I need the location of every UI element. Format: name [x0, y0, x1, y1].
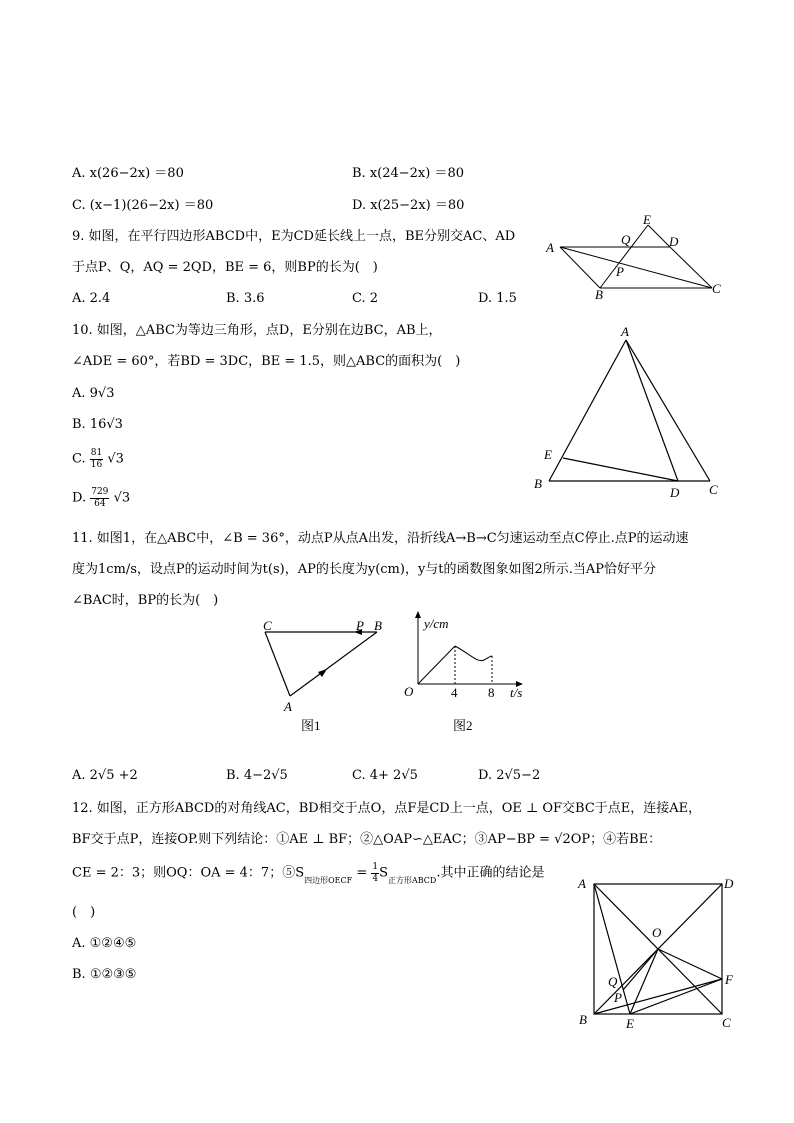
- q12-equals: =: [352, 865, 372, 881]
- q11-fig2-caption: 图2: [453, 718, 473, 733]
- q10-option-c-prefix: C.: [72, 451, 86, 467]
- q12-label-f: F: [725, 972, 733, 987]
- q11-figure1-triangle: [255, 612, 395, 737]
- q12-fraction: [371, 862, 379, 885]
- q12-label-p: P: [614, 990, 622, 1005]
- q12-stem-line2: BF交于点P，连接OP.则下列结论：①AE ⊥ BF；②△OAP∽△EAC；③AP−BP = √2OP；④若BE：: [72, 832, 662, 847]
- q9-label-p: P: [616, 264, 624, 279]
- q9-label-e: E: [643, 212, 651, 227]
- q9-option-a: A. 2.4: [72, 291, 111, 306]
- q11-graph-linear-segment: [418, 646, 455, 684]
- q9-label-a: A: [546, 240, 554, 255]
- q11-fig1-label-p: P: [356, 618, 364, 633]
- q9-stem-line2: 于点P、Q，AQ = 2QD，BE = 6，则BP的长为( ): [72, 260, 378, 275]
- q9-extension-de: [648, 225, 670, 247]
- q12-line3-start: CE = 2：3；则OQ：OA = 4：7；⑤S: [72, 865, 305, 881]
- q12-fraction-denominator: 4: [372, 874, 379, 884]
- q9-label-b: B: [595, 287, 603, 302]
- q10-option-d: [72, 487, 130, 515]
- q12-line3-end: .其中正确的结论是: [436, 865, 545, 881]
- q12-label-o: O: [652, 925, 662, 940]
- q12-option-b: B. ①②③⑤: [72, 967, 137, 982]
- q11-graph-y-arrow: [415, 611, 421, 618]
- q10-option-a: A. 9√3: [72, 386, 115, 401]
- q10-option-b: B. 16√3: [72, 417, 123, 432]
- q12-segment-oe: [630, 949, 658, 1014]
- q10-stem-line1: 10. 如图，△ABC为等边三角形，点D，E分别在边BC，AB上，: [72, 323, 442, 338]
- q10-option-d-fraction: [90, 487, 109, 510]
- q10-label-b: B: [534, 476, 542, 491]
- q8-option-b: B. x(24−2x) ＝80: [352, 166, 465, 181]
- q8-option-d: D. x(25−2x) ＝80: [352, 198, 465, 213]
- q11-option-a: A. 2√5 +2: [72, 768, 138, 783]
- q12-label-d: D: [724, 876, 734, 891]
- q10-option-d-numerator: 729: [91, 487, 109, 497]
- q12-label-b: B: [579, 1012, 587, 1027]
- q10-option-c-root: √3: [107, 451, 124, 467]
- q11-direction-arrow-ab: [318, 669, 327, 677]
- q12-segment-op: [623, 949, 658, 990]
- q11-graph-xlabel: t/s: [510, 685, 523, 700]
- q11-graph-curve-segment: [455, 646, 492, 661]
- q10-option-c: [72, 448, 124, 476]
- q11-fig1-label-c: C: [263, 618, 272, 633]
- q12-segment-of: [658, 949, 722, 979]
- q11-graph-origin: O: [404, 684, 414, 699]
- q11-graph-tick-8: 8: [488, 685, 495, 700]
- q9-parallelogram-figure: [540, 210, 730, 305]
- q10-option-d-denominator: 64: [94, 499, 106, 509]
- q10-option-d-prefix: D.: [72, 490, 87, 506]
- q11-fig1-caption: 图1: [301, 718, 321, 733]
- q12-label-e: E: [626, 1016, 634, 1031]
- q11-option-d: D. 2√5−2: [478, 768, 541, 783]
- q11-graph-tick-4: 4: [451, 685, 458, 700]
- q12-square-figure: [570, 870, 745, 1040]
- q10-option-d-root: √3: [113, 490, 131, 506]
- q12-segment-ae: [594, 884, 630, 1014]
- q10-label-e: E: [544, 447, 552, 462]
- q12-subscript-square: 正方形ABCD: [388, 876, 437, 885]
- q12-answer-bracket: ( ): [72, 905, 96, 920]
- q9-option-b: B. 3.6: [226, 291, 265, 306]
- q9-label-d: D: [669, 234, 679, 249]
- q11-side-ca: [265, 632, 290, 696]
- q12-label-c: C: [722, 1015, 731, 1030]
- q12-label-a: A: [578, 876, 586, 891]
- q9-diagonal-ac: [560, 247, 712, 288]
- q10-label-c: C: [709, 482, 718, 497]
- q9-option-c: C. 2: [352, 291, 379, 306]
- q10-triangle-figure: [528, 320, 728, 505]
- q11-stem-line2: 度为1cm/s，设点P的运动时间为t(s)，AP的长度为y(cm)，y与t的函数图象如图2所示.当AP恰好平分: [72, 562, 657, 577]
- q12-segment-ef: [630, 979, 722, 1014]
- q10-label-d: D: [670, 485, 680, 500]
- q11-fig1-label-a: A: [284, 699, 292, 714]
- q9-option-d: D. 1.5: [478, 291, 517, 306]
- q9-side-ab: [560, 247, 600, 288]
- q12-subscript-quad: 四边形OECF: [304, 876, 353, 885]
- q10-option-c-numerator: 81: [90, 448, 103, 458]
- q10-option-c-denominator: 16: [90, 460, 103, 470]
- q11-figure2-graph: [400, 608, 540, 738]
- q12-stem-line1: 12. 如图，正方形ABCD的对角线AC，BD相交于点O，点F是CD上一点，OE ⊥ OF交BC于点E，连接AE，: [72, 801, 702, 816]
- q10-label-a: A: [621, 324, 629, 339]
- q9-stem-line1: 9. 如图，在平行四边形ABCD中，E为CD延长线上一点，BE分别交AC、AD: [72, 229, 516, 244]
- q11-stem-line3: ∠BAC时，BP的长为( ): [72, 593, 219, 608]
- q12-label-q: Q: [608, 974, 618, 989]
- q8-option-c: C. (x−1)(26−2x) ＝80: [72, 198, 214, 213]
- q8-option-a: A. x(26−2x) ＝80: [72, 166, 184, 181]
- q11-graph-ylabel: y/cm: [424, 616, 449, 631]
- q11-option-b: B. 4−2√5: [226, 768, 288, 783]
- q10-side-ab: [549, 340, 626, 481]
- q12-s-symbol: S: [379, 865, 388, 881]
- q10-option-c-fraction: [90, 448, 103, 471]
- q12-stem-line3: [72, 862, 544, 888]
- q11-stem-line1: 11. 如图1，在△ABC中，∠B = 36°，动点P从点A出发，沿折线A→B→C匀速运动至点C停止.点P的运动速: [72, 531, 689, 546]
- q11-fig1-label-b: B: [374, 618, 382, 633]
- q10-side-ac: [626, 340, 710, 481]
- q9-label-q: Q: [621, 232, 631, 247]
- q10-stem-line2: ∠ADE = 60°，若BD = 3DC，BE = 1.5，则△ABC的面积为( ): [72, 354, 461, 369]
- q10-segment-de: [563, 458, 678, 481]
- q11-side-ab: [290, 632, 377, 696]
- q12-fraction-numerator: 1: [372, 862, 379, 872]
- q11-option-c: C. 4+ 2√5: [352, 768, 418, 783]
- q9-label-c: C: [712, 281, 721, 296]
- q12-option-a: A. ①②④⑤: [72, 936, 137, 951]
- q10-segment-ad: [626, 340, 678, 481]
